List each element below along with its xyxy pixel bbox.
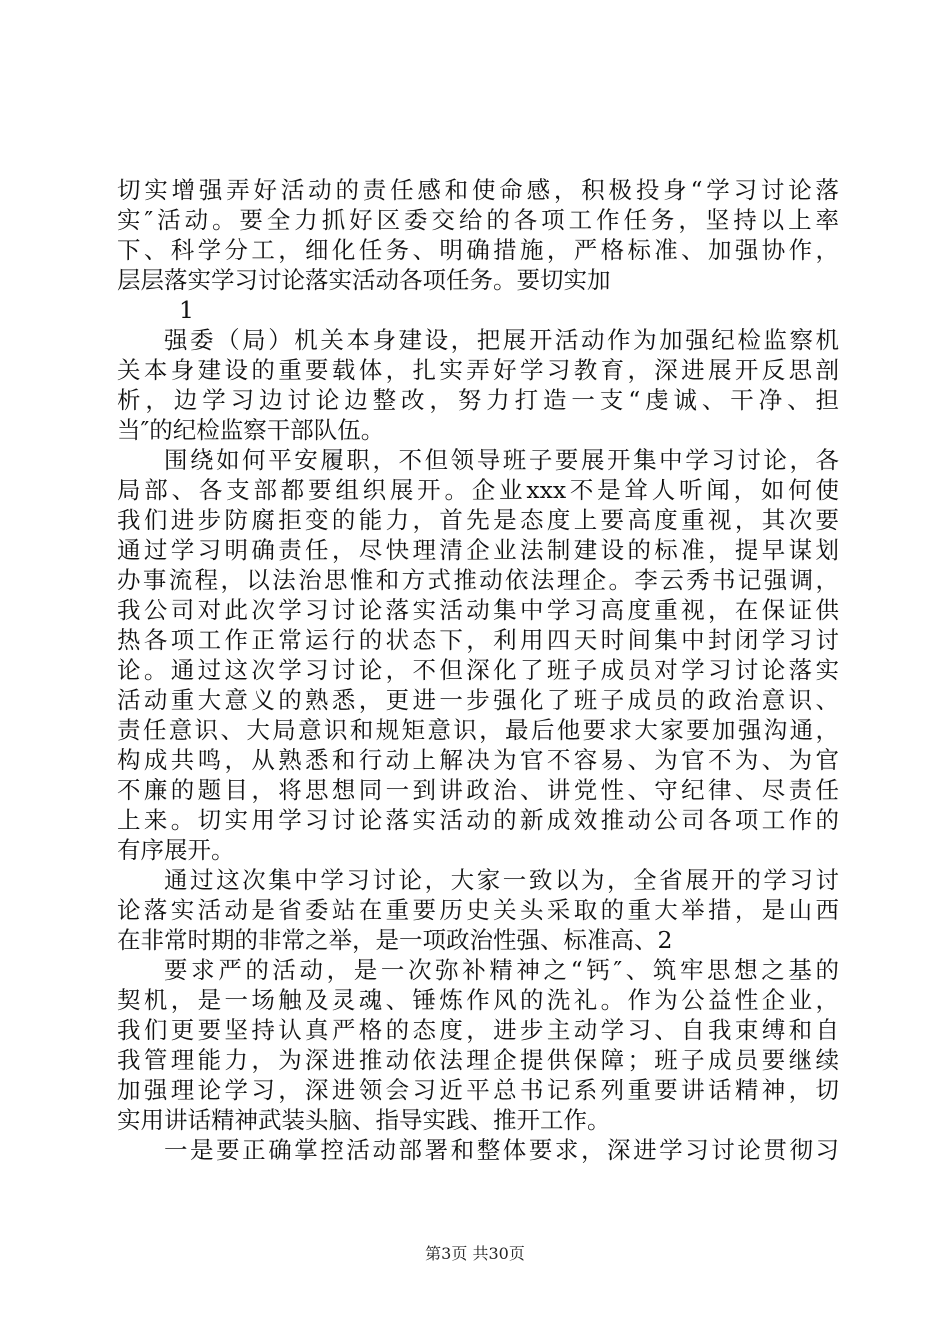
text-line: 办事流程，以法治思惟和方式推动依法理企。李云秀书记强调， <box>117 566 839 594</box>
text-line: 不廉的题目，将思想同一到讲政治、讲党性、守纪律、尽责任 <box>117 776 839 804</box>
text-line: 活动重大意义的熟悉，更进一步强化了班子成员的政治意识、 <box>117 686 839 714</box>
body-text <box>117 175 839 1165</box>
text-line: 切实增强弄好活动的责任感和使命感，积极投身“学习讨论落 <box>117 176 839 204</box>
text-line: 我们更要坚持认真严格的态度，进步主动学习、自我束缚和自 <box>117 1016 839 1044</box>
text-line: 在非常时期的非常之举，是一项政治性强、标准高、2 <box>117 926 673 954</box>
text-line: 构成共鸣，从熟悉和行动上解决为官不容易、为官不为、为官 <box>117 746 839 774</box>
text-line: 一是要正确掌控活动部署和整体要求，深进学习讨论贯彻习 <box>164 1136 839 1164</box>
text-line: 论落实活动是省委站在重要历史关头采取的重大举措，是山西 <box>117 896 839 924</box>
text-line: 析，边学习边讨论边整改，努力打造一支“虔诚、干净、担 <box>117 386 839 414</box>
text-line: 实″活动。要全力抓好区委交给的各项工作任务，坚持以上率 <box>117 206 839 234</box>
text-line: 要求严的活动，是一次弥补精神之“钙″、筑牢思想之基的 <box>164 956 839 984</box>
text-line: 热各项工作正常运行的状态下，利用四天时间集中封闭学习讨 <box>117 626 839 654</box>
text-line: 强委（局）机关本身建设，把展开活动作为加强纪检监察机 <box>164 326 839 354</box>
text-line: 加强理论学习，深进领会习近平总书记系列重要讲话精神，切 <box>117 1076 839 1104</box>
text-line: 上来。切实用学习讨论落实活动的新成效推动公司各项工作的 <box>117 806 839 834</box>
text-line: 层层落实学习讨论落实活动各项任务。要切实加 <box>117 266 611 294</box>
text-line: 有序展开。 <box>117 836 235 864</box>
text-line: 实用讲话精神武装头脑、指导实践、推开工作。 <box>117 1106 611 1134</box>
text-line: 局部、各支部都要组织展开。企业xxx不是耸人听闻，如何使 <box>117 476 839 504</box>
text-line: 通过学习明确责任，尽快理清企业法制建设的标准，提早谋划 <box>117 536 839 564</box>
text-line: 我们进步防腐拒变的能力，首先是态度上要高度重视，其次要 <box>117 506 839 534</box>
page-number: 第3页 <box>425 1244 468 1263</box>
text-line: 关本身建设的重要载体，扎实弄好学习教育，深进展开反思剖 <box>117 356 839 384</box>
page-total: 共30页 <box>472 1244 525 1263</box>
page-footer <box>0 1244 950 1264</box>
text-line: 责任意识、大局意识和规矩意识，最后他要求大家要加强沟通， <box>117 716 839 744</box>
text-line: 契机，是一场触及灵魂、锤炼作风的洗礼。作为公益性企业， <box>117 986 839 1014</box>
inline-page-number: 1 <box>179 296 194 324</box>
text-line: 下、科学分工，细化任务、明确措施，严格标准、加强协作， <box>117 236 839 264</box>
text-line: 通过这次集中学习讨论，大家一致以为，全省展开的学习讨 <box>164 866 839 894</box>
text-line: 围绕如何平安履职，不但领导班子要展开集中学习讨论，各 <box>164 446 839 474</box>
text-line: 论。通过这次学习讨论，不但深化了班子成员对学习讨论落实 <box>117 656 839 684</box>
text-line: 当″的纪检监察干部队伍。 <box>117 416 385 444</box>
text-line: 我管理能力，为深进推动依法理企提供保障；班子成员要继续 <box>117 1046 839 1074</box>
text-line: 我公司对此次学习讨论落实活动集中学习高度重视，在保证供 <box>117 596 839 624</box>
